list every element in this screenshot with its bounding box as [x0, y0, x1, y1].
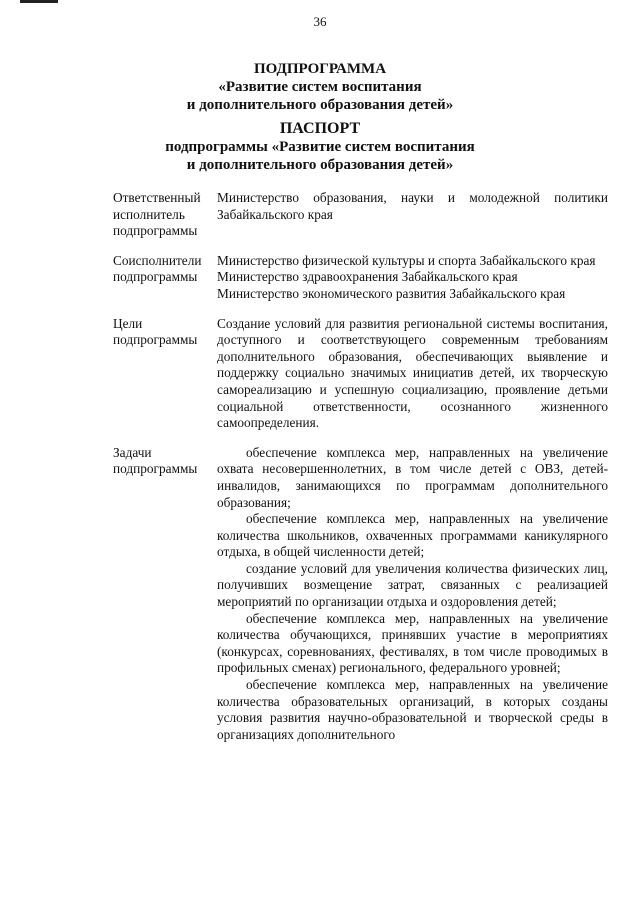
row-value: [217, 190, 608, 253]
row-paragraph: Министерство физической культуры и спорта Забайкальского края: [217, 252, 596, 268]
row-label: Цели подпрограммы: [113, 315, 198, 348]
row-paragraph: Министерство образования, науки и молодежной политики Забайкальского края: [217, 190, 608, 222]
row-paragraph: обеспечение комплекса мер, направленных на увеличение количества образовательных организаций, в которых созданы условия развития научно-образовательной и творческой среды в организациях дополнительного: [217, 677, 608, 742]
subprogram-heading-line1: ПОДПРОГРАММА: [253, 61, 387, 77]
top-edge-mark: [20, 0, 58, 3]
page-number: 36: [313, 14, 327, 29]
passport-heading-line2: подпрограммы «Развитие систем воспитания: [165, 139, 475, 155]
row-paragraph: обеспечение комплекса мер, направленных на увеличение количества обучающихся, принявших участие в мероприятиях (конкурсах, соревнованиях, фестивалях, в том числе проводимых в профильных сменах) регионального, федерального уровней;: [217, 610, 608, 676]
passport-heading-line3: и дополнительного образования детей»: [186, 157, 454, 173]
row-paragraph: создание условий для увеличения количества физических лиц, получивших возмещение затрат, связанных с реализацией мероприятий по организации отдыха и оздоровления детей;: [217, 560, 608, 610]
row-label: Ответственный исполнитель подпрограммы: [113, 190, 201, 239]
row-paragraph: Создание условий для развития региональной системы воспитания, доступного и соответствующего современным требованиям дополнительного образования, обеспечивающих выявление и поддержку социально значимых инициатив детей, их творческую самореализацию и успешную социализацию, проявление детьми социальной ответственности, осознанного жизненного самоопределения.: [217, 315, 608, 431]
row-paragraph: Министерство здравоохранения Забайкальского края: [217, 269, 518, 285]
subprogram-heading-line3: и дополнительного образования детей»: [186, 97, 454, 113]
row-coexecutors: [113, 253, 608, 316]
row-paragraph: обеспечение комплекса мер, направленных на увеличение количества школьников, охваченных программами каникулярного отдыха, в общей численности детей;: [217, 511, 608, 560]
passport-heading: [0, 120, 640, 174]
row-value: [217, 445, 608, 744]
row-value: [217, 253, 608, 316]
row-label: Задачи подпрограммы: [113, 444, 198, 477]
row-paragraph: обеспечение комплекса мер, направленных на увеличение охвата несовершеннолетних, в том числе детей с ОВЗ, детей-инвалидов, занимающихся по программам дополнительного образования;: [217, 444, 608, 510]
row-value: [217, 316, 608, 445]
row-tasks: [113, 445, 608, 744]
subprogram-heading-line2: «Развитие систем воспитания: [218, 79, 422, 95]
passport-heading-line1: ПАСПОРТ: [279, 120, 361, 137]
row-paragraph: Министерство экономического развития Забайкальского края: [217, 285, 566, 301]
row-responsible: [113, 190, 608, 253]
row-goals: [113, 316, 608, 445]
row-label: Соисполнители подпрограммы: [113, 252, 202, 285]
subprogram-heading: [0, 60, 640, 114]
passport-table: [113, 190, 608, 743]
